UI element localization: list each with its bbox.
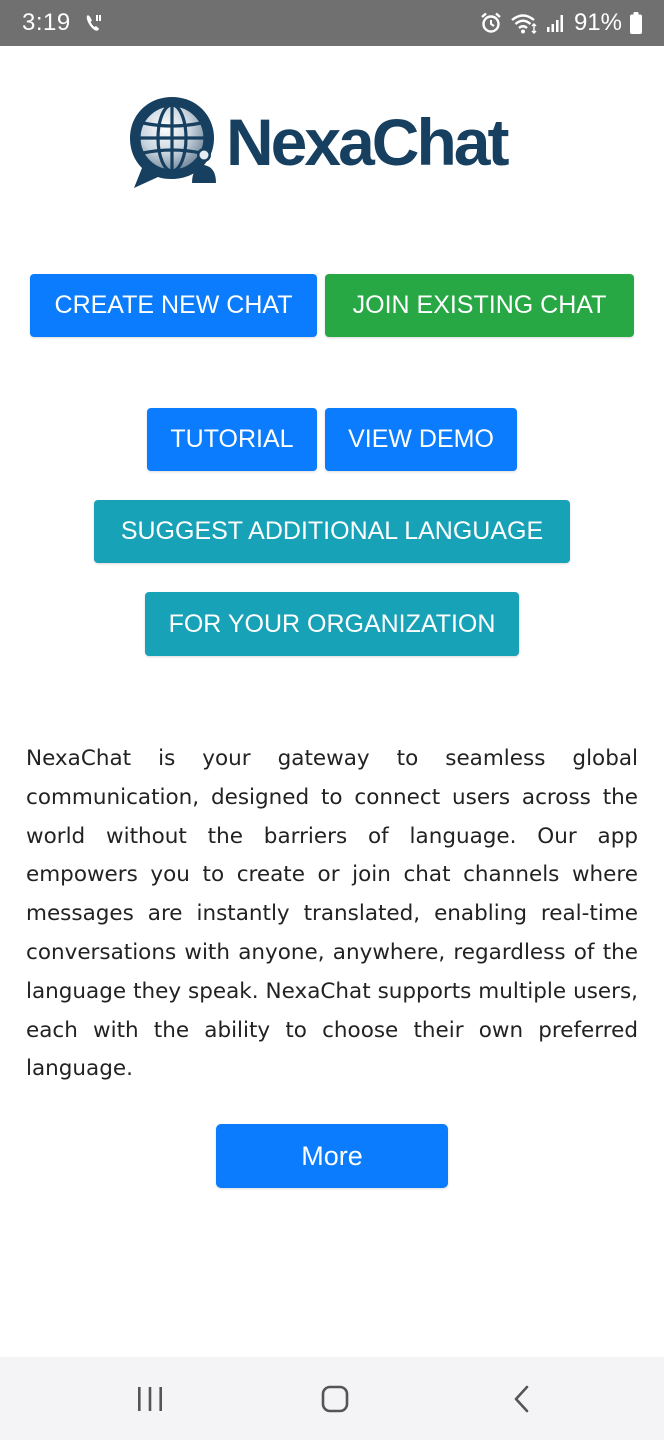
alarm-icon <box>480 12 502 34</box>
more-button[interactable]: More <box>216 1124 448 1188</box>
status-bar <box>0 0 664 46</box>
tutorial-button[interactable]: TUTORIAL <box>147 408 317 471</box>
view-demo-button[interactable]: VIEW DEMO <box>325 408 517 471</box>
wifi-icon <box>510 12 538 34</box>
for-organization-button[interactable]: FOR YOUR ORGANIZATION <box>145 592 519 656</box>
suggest-language-button[interactable]: SUGGEST ADDITIONAL LANGUAGE <box>94 500 570 563</box>
recent-apps-icon[interactable] <box>126 1375 174 1423</box>
create-new-chat-button[interactable]: CREATE NEW CHAT <box>30 274 317 337</box>
back-icon[interactable] <box>498 1375 546 1423</box>
globe-chat-icon <box>126 93 218 191</box>
app-description: NexaChat is your gateway to seamless global communication, designed to connect users across the world without the barriers of language. Our app empowers you to create or join chat channels where messages are instantly translated, enabling real-time conversations with anyone, anywhere, regardless of the language they speak. NexaChat supports multiple users, each with the ability to choose their own preferred language. <box>26 746 638 1082</box>
battery-icon <box>630 12 642 34</box>
home-icon[interactable] <box>311 1375 359 1423</box>
call-icon <box>85 13 101 33</box>
signal-icon <box>546 13 566 33</box>
join-existing-chat-button[interactable]: JOIN EXISTING CHAT <box>325 274 634 337</box>
navigation-bar <box>0 1357 664 1440</box>
app-logo <box>126 92 536 192</box>
status-time: 3:19 <box>22 9 71 36</box>
status-icons <box>480 9 642 37</box>
battery-percent: 91% <box>573 9 622 36</box>
app-name: NexaChat <box>226 105 507 179</box>
